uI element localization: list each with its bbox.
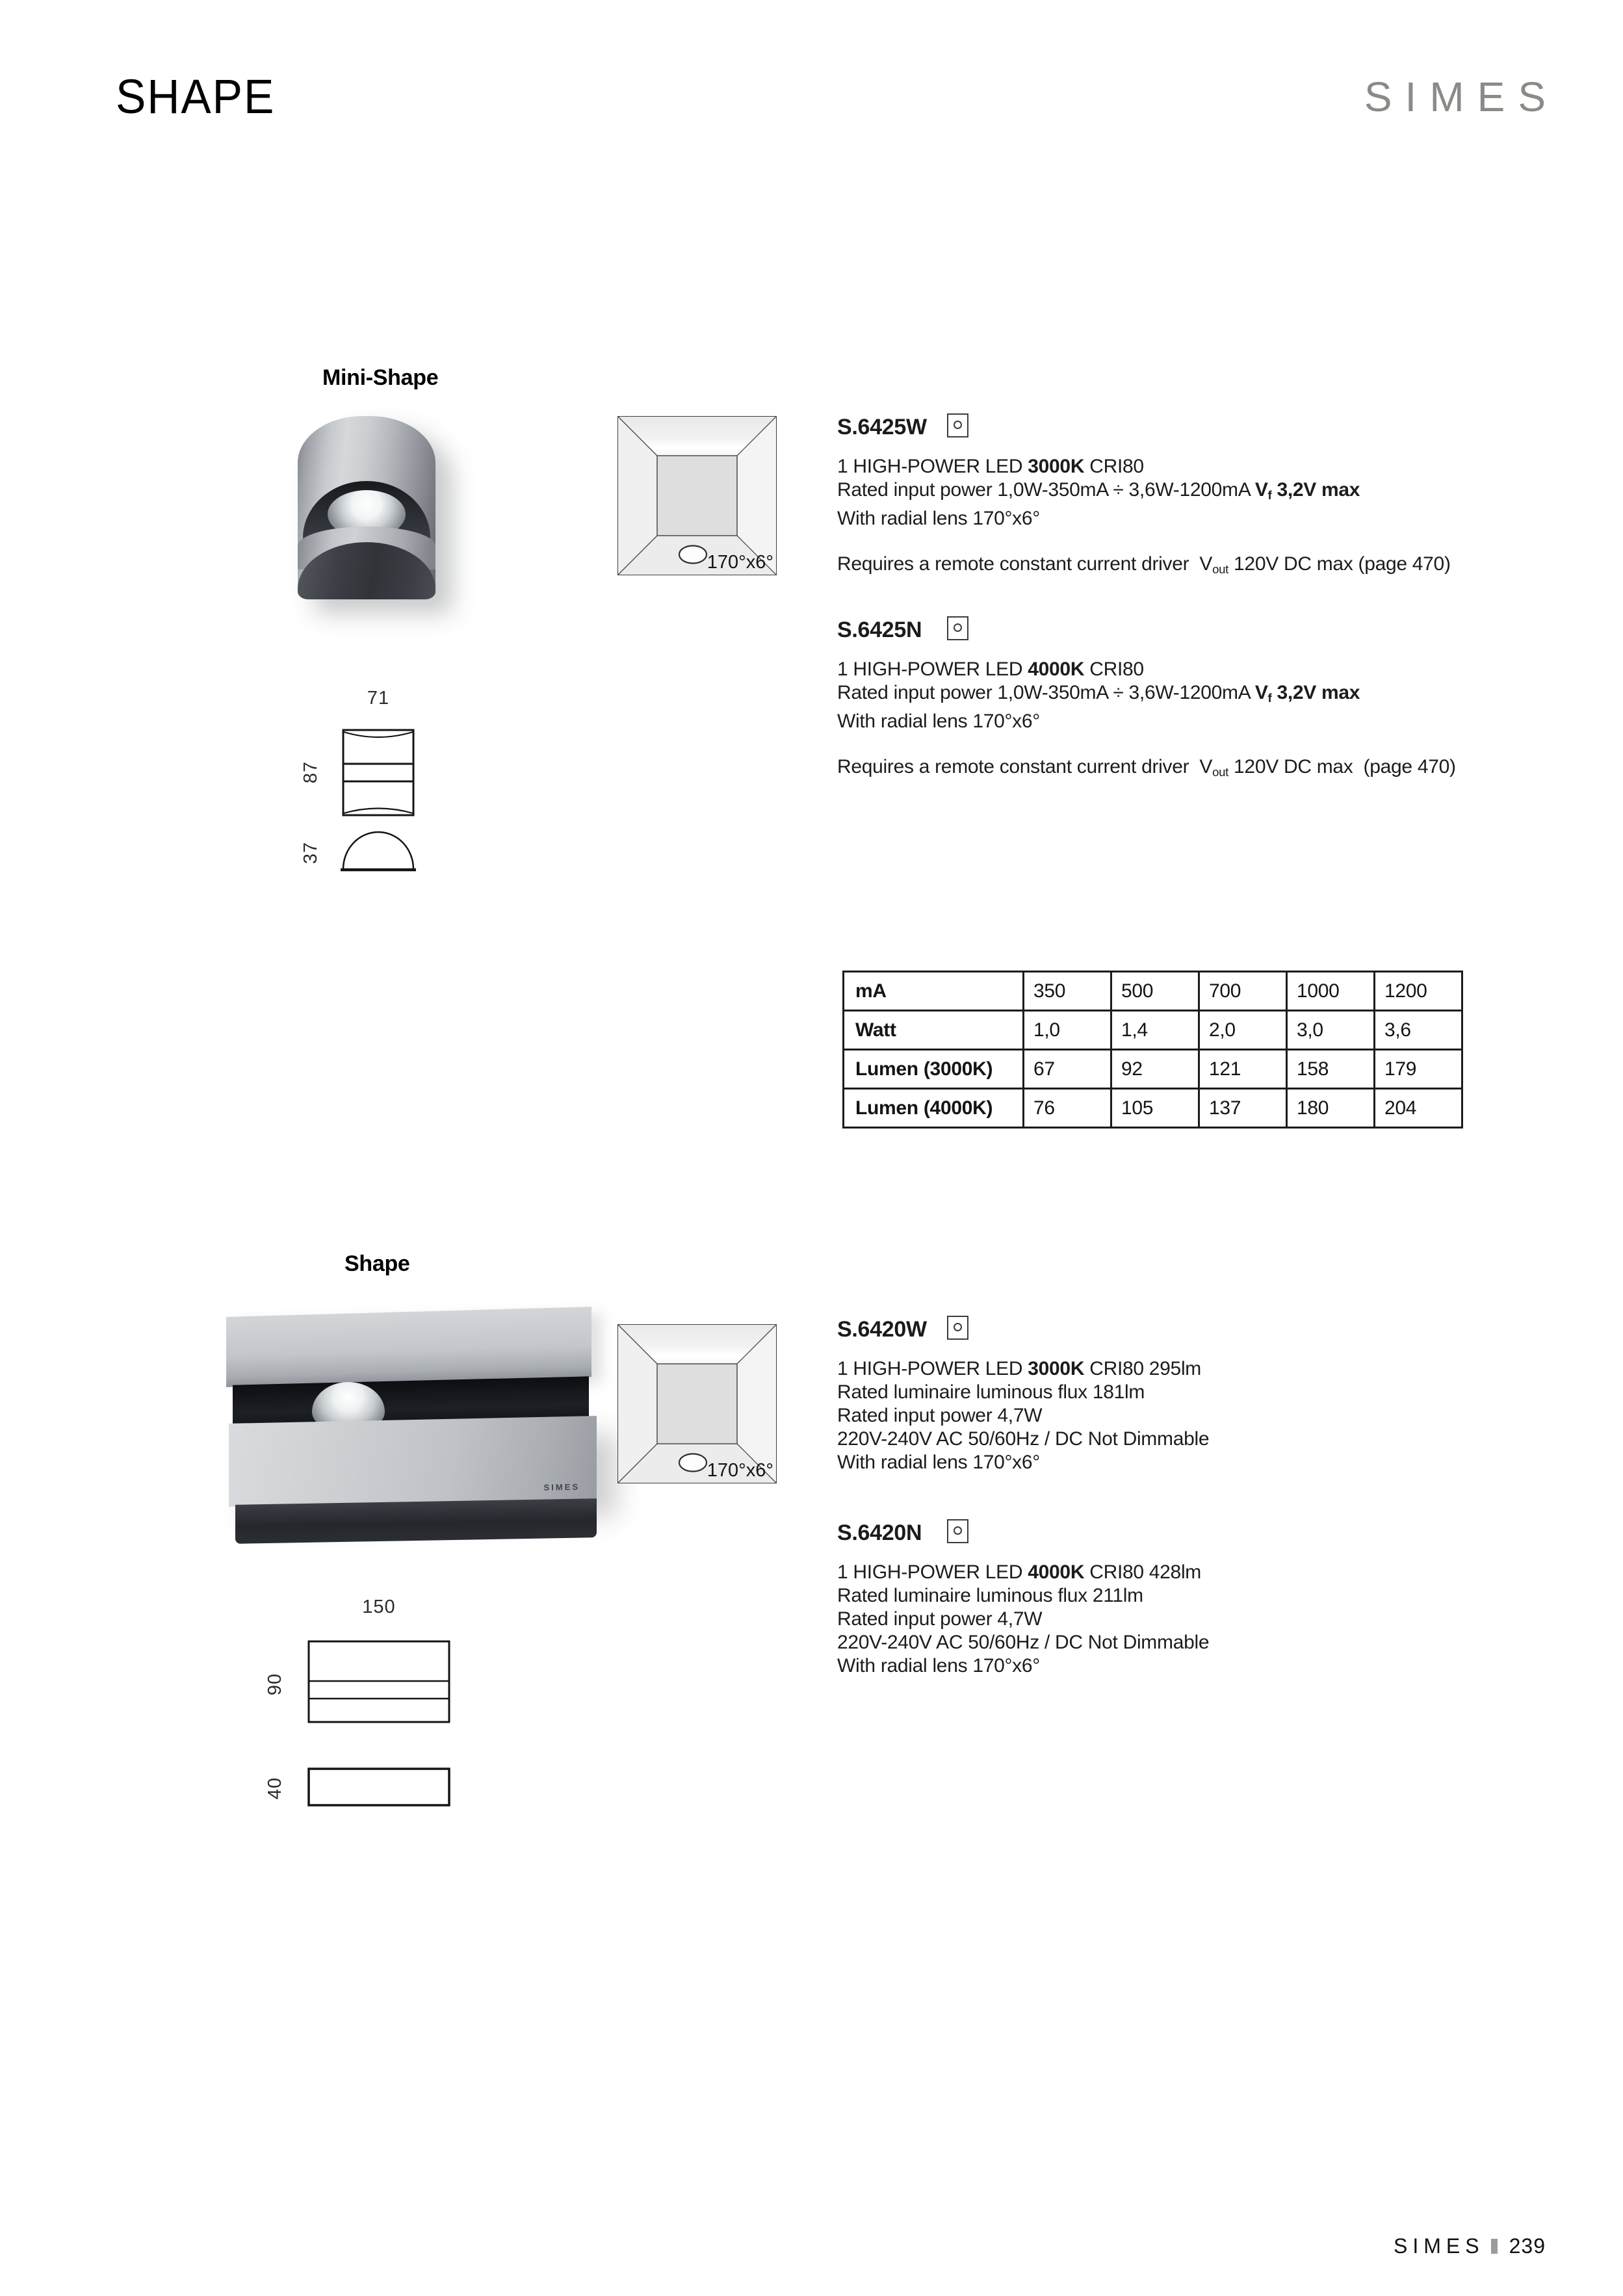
photo-top-slab: [226, 1307, 591, 1387]
output-table: [842, 971, 1463, 1128]
spec-line: 1 HIGH-POWER LED 3000K CRI80 295lm: [837, 1358, 1202, 1379]
mount-dot: [954, 1323, 962, 1331]
table-cell: 137: [1199, 1089, 1287, 1128]
dim-depth: 37: [300, 841, 321, 865]
table-cell: 92: [1111, 1050, 1199, 1089]
light-source-icon: [679, 1454, 707, 1472]
wall-mount-icon: [947, 413, 968, 437]
spec-line: With radial lens 170°x6°: [837, 1655, 1040, 1676]
dim-height: 90: [265, 1673, 285, 1696]
wall-mount-icon: [947, 616, 968, 640]
row-label: Watt: [844, 1011, 1024, 1050]
table-cell: 1,0: [1024, 1011, 1111, 1050]
spec-line: 220V-240V AC 50/60Hz / DC Not Dimmable: [837, 1428, 1210, 1450]
spec-line: With radial lens 170°x6°: [837, 508, 1040, 530]
beam-diagram-shape: [617, 1324, 777, 1483]
dim-width: 150: [362, 1597, 396, 1617]
table-cell: 3,6: [1375, 1011, 1462, 1050]
row-label: Lumen (3000K): [844, 1050, 1024, 1089]
table-cell: 180: [1287, 1089, 1375, 1128]
table-row: [844, 1011, 1462, 1050]
light-source-icon: [679, 546, 707, 564]
page-footer: [1394, 2234, 1546, 2258]
mount-dot: [954, 1526, 962, 1535]
table-row: [844, 972, 1462, 1011]
spec-line: Rated luminaire luminous flux 211lm: [837, 1585, 1143, 1606]
mount-dot: [954, 623, 962, 632]
table-cell: 121: [1199, 1050, 1287, 1089]
page-title: SHAPE: [116, 70, 276, 124]
section-label-shape: Shape: [344, 1251, 410, 1276]
table-cell: 204: [1375, 1089, 1462, 1128]
spec-line: 1 HIGH-POWER LED 4000K CRI80 428lm: [837, 1561, 1202, 1583]
footer-brand: SIMES: [1394, 2234, 1485, 2258]
brand-logo-text: SIMES: [1364, 73, 1559, 120]
beam-angle-label: 170°x6°: [707, 552, 773, 573]
photo-bottom-slab: [229, 1416, 597, 1507]
spec-line: 220V-240V AC 50/60Hz / DC Not Dimmable: [837, 1632, 1210, 1653]
spec-line: With radial lens 170°x6°: [837, 711, 1040, 733]
spec-line: Rated input power 1,0W-350mA ÷ 3,6W-1200mA $V_f$ 3,2V max: [837, 682, 1360, 705]
spec-line: With radial lens 170°x6°: [837, 1452, 1040, 1473]
wall-mount-icon: [947, 1316, 968, 1340]
table-cell: 179: [1375, 1050, 1462, 1089]
spec-line: Rated input power 4,7W: [837, 1405, 1043, 1426]
spec-line: Rated luminaire luminous flux 181lm: [837, 1381, 1145, 1403]
product-code: S.6420N: [837, 1520, 922, 1545]
dim-width: 71: [367, 688, 390, 709]
table-cell: 76: [1024, 1089, 1111, 1128]
table-cell: 1200: [1375, 972, 1462, 1011]
dim-height: 87: [300, 761, 321, 784]
table-cell: 3,0: [1287, 1011, 1375, 1050]
spec-line: Rated input power 1,0W-350mA ÷ 3,6W-1200mA $V_f$ 3,2V max: [837, 479, 1360, 502]
photo-body: [298, 416, 435, 599]
product-photo-shape: [216, 1308, 596, 1539]
section-label-mini-shape: Mini-Shape: [322, 365, 439, 390]
row-label: mA: [844, 972, 1024, 1011]
spec-line-driver: Requires a remote constant current driver $V_{out}$ 120V DC max (page 470): [837, 553, 1451, 577]
row-label: Lumen (4000K): [844, 1089, 1024, 1128]
table-cell: 2,0: [1199, 1011, 1287, 1050]
dim-depth: 40: [265, 1777, 285, 1800]
product-code: S.6425W: [837, 415, 927, 439]
table-cell: 67: [1024, 1050, 1111, 1089]
photo-brand-text: SIMES: [543, 1481, 580, 1493]
photo-base-shadow: [235, 1498, 597, 1544]
product-block-s6425n: [837, 618, 1565, 784]
table-cell: 158: [1287, 1050, 1375, 1089]
footer-page-number: 239: [1509, 2234, 1546, 2258]
spec-line: 1 HIGH-POWER LED 3000K CRI80: [837, 456, 1144, 477]
footer-separator-bar: [1491, 2239, 1498, 2254]
table-cell: 350: [1024, 972, 1111, 1011]
beam-angle-label: 170°x6°: [707, 1460, 773, 1481]
product-photo-mini-shape: [298, 416, 435, 599]
table-cell: 1,4: [1111, 1011, 1199, 1050]
wall-mount-icon: [947, 1519, 968, 1543]
table-cell: 105: [1111, 1089, 1199, 1128]
beam-diagram-mini-shape: [617, 416, 777, 575]
spec-line-driver: Requires a remote constant current driver $V_{out}$ 120V DC max (page 470): [837, 756, 1456, 779]
product-code: S.6420W: [837, 1317, 927, 1342]
table-row: [844, 1089, 1462, 1128]
product-block-s6420w: [837, 1317, 1565, 1474]
dimension-drawing-mini-shape: [265, 676, 434, 878]
table-cell: 1000: [1287, 972, 1375, 1011]
spec-line: Rated input power 4,7W: [837, 1608, 1043, 1630]
spec-line: 1 HIGH-POWER LED 4000K CRI80: [837, 659, 1144, 680]
dimension-drawing-shape: [255, 1581, 456, 1815]
table-cell: 500: [1111, 972, 1199, 1011]
product-code: S.6425N: [837, 618, 922, 642]
table-row: [844, 1050, 1462, 1089]
product-block-s6425w: [837, 415, 1565, 581]
product-block-s6420n: [837, 1520, 1565, 1678]
table-cell: 700: [1199, 972, 1287, 1011]
mount-dot: [954, 421, 962, 429]
